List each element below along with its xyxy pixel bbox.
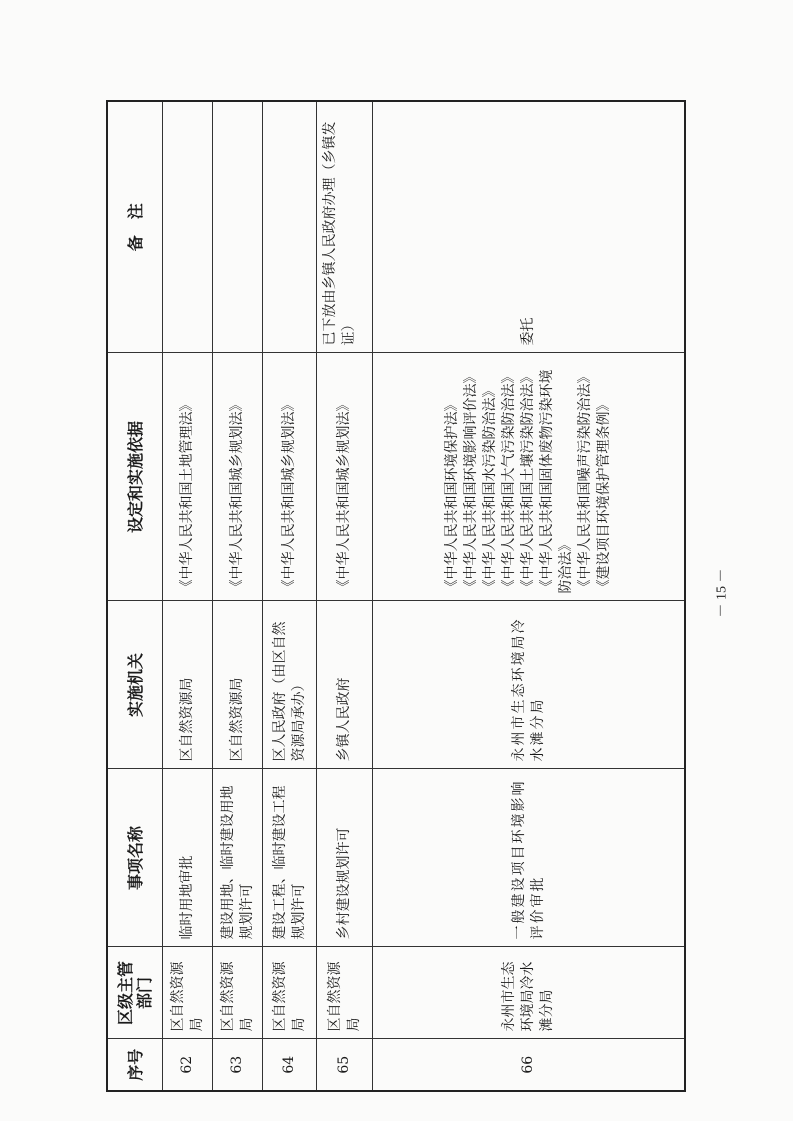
- cell-dept: 区自然资源局: [317, 947, 373, 1039]
- page-number-wrapper: [708, 548, 732, 638]
- approval-items-table: [106, 100, 686, 1092]
- cell-seq: 65: [317, 1039, 373, 1091]
- cell-seq: 64: [263, 1039, 317, 1091]
- table-row: [373, 101, 686, 1091]
- header-dept: 区级主管部门: [107, 947, 163, 1039]
- cell-basis: 《中华人民共和国城乡规划法》: [263, 353, 317, 601]
- cell-dept: 永州市生态环境局冷水滩分局: [373, 947, 686, 1039]
- cell-seq: 62: [163, 1039, 213, 1091]
- basis-law: 《中华人民共和国环境影响评价法》: [463, 369, 479, 594]
- basis-list: [443, 361, 614, 594]
- cell-item: 建设用地、临时建设用地规划许可: [213, 769, 263, 947]
- cell-basis: [373, 353, 686, 601]
- cell-agency: 区人民政府（由区自然资源局承办）: [263, 601, 317, 769]
- table-row: [317, 101, 373, 1091]
- cell-note: [213, 101, 263, 353]
- basis-law: 《中华人民共和国水污染防治法》: [482, 383, 498, 594]
- cell-seq: 63: [213, 1039, 263, 1091]
- cell-agency: 永州市生态环境局冷水滩分局: [373, 601, 686, 769]
- cell-agency: 乡镇人民政府: [317, 601, 373, 769]
- cell-item: 一般建设项目环境影响评价审批: [373, 769, 686, 947]
- table-row: [213, 101, 263, 1091]
- cell-basis: 《中华人民共和国土地管理法》: [163, 353, 213, 601]
- cell-dept: 区自然资源局: [163, 947, 213, 1039]
- table-row: [163, 101, 213, 1091]
- page-number: － 15 －: [714, 568, 729, 618]
- basis-law: 《中华人民共和国土壤污染防治法》: [520, 369, 536, 594]
- cell-dept: 区自然资源局: [263, 947, 317, 1039]
- header-item: 事项名称: [107, 769, 163, 947]
- cell-note: 委托: [373, 101, 686, 353]
- header-basis: 设定和实施依据: [107, 353, 163, 601]
- cell-item: 乡村建设规划许可: [317, 769, 373, 947]
- cell-agency: 区自然资源局: [163, 601, 213, 769]
- rotated-table-wrapper: [106, 102, 686, 1092]
- header-seq: 序号: [107, 1039, 163, 1091]
- basis-law: 《中华人民共和国噪声污染防治法》: [577, 369, 593, 594]
- cell-agency: 区自然资源局: [213, 601, 263, 769]
- basis-law: 《中华人民共和国固体废物污染环境防治法》: [539, 369, 574, 594]
- cell-item: 临时用地审批: [163, 769, 213, 947]
- cell-note: [163, 101, 213, 353]
- basis-law: 《中华人民共和国大气污染防治法》: [501, 369, 517, 594]
- header-agency: 实施机关: [107, 601, 163, 769]
- cell-basis: 《中华人民共和国城乡规划法》: [213, 353, 263, 601]
- cell-basis: 《中华人民共和国城乡规划法》: [317, 353, 373, 601]
- table-header-row: [107, 101, 163, 1091]
- cell-item: 建设工程、临时建设工程规划许可: [263, 769, 317, 947]
- cell-note: 已下放由乡镇人民政府办理（乡镇发证）: [317, 101, 373, 353]
- header-note: 备 注: [107, 101, 163, 353]
- cell-dept: 区自然资源局: [213, 947, 263, 1039]
- basis-law: 《中华人民共和国环境保护法》: [444, 397, 460, 594]
- cell-note: [263, 101, 317, 353]
- table-row: [263, 101, 317, 1091]
- basis-law: 《建设项目环境保护管理条例》: [596, 397, 612, 594]
- cell-seq: 66: [373, 1039, 686, 1091]
